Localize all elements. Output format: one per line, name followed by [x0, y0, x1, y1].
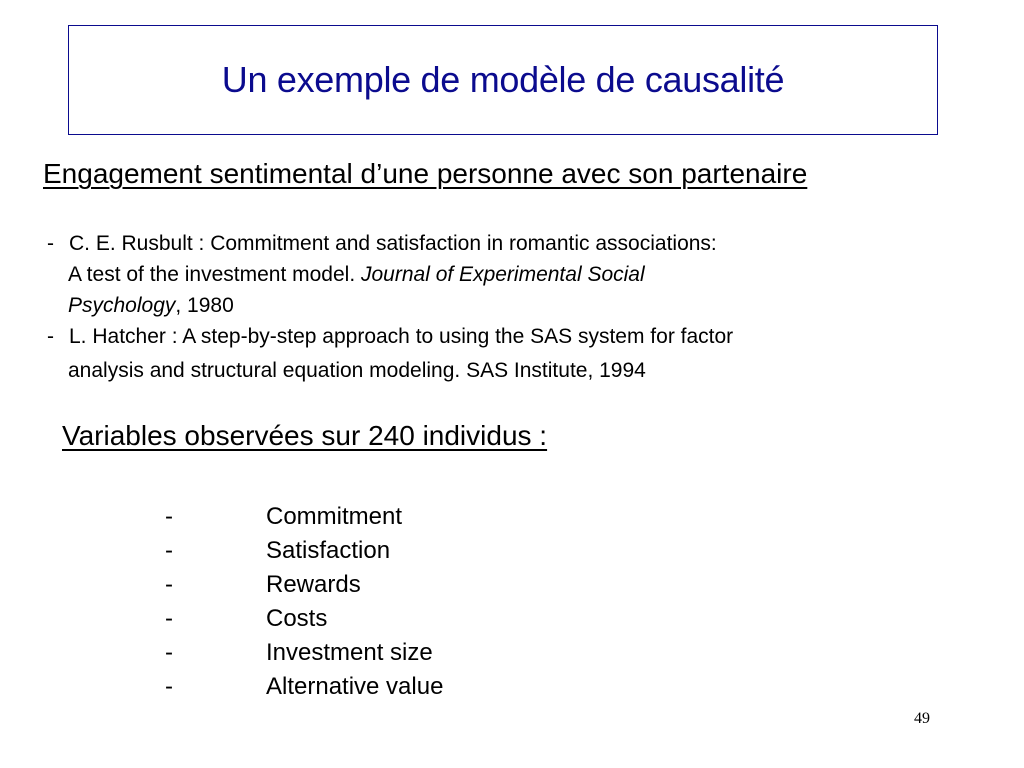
variable-label: Rewards — [266, 571, 361, 598]
reference-item — [47, 228, 733, 321]
variables-list — [165, 500, 443, 704]
variable-bullet: - — [165, 605, 173, 632]
reference-line — [68, 259, 733, 290]
variable-label: Commitment — [266, 503, 403, 530]
reference-item — [47, 321, 733, 386]
variable-bullet: - — [165, 503, 173, 530]
topic-heading: Engagement sentimental d’une personne avec son partenaire — [43, 158, 808, 189]
reference-bullet: - — [47, 232, 54, 255]
variables-heading: Variables observées sur 240 individus : — [62, 420, 548, 451]
reference-line — [68, 290, 733, 321]
reference-line: L. Hatcher : A step-by-step approach to using the SAS system for factor — [69, 325, 734, 348]
variable-item — [165, 670, 443, 704]
reference-line: analysis and structural equation modeling. SAS Institute, 1994 — [68, 359, 646, 382]
reference-text: A test of the investment model. — [68, 263, 361, 286]
page-number: 49 — [914, 710, 930, 727]
variable-label: Satisfaction — [266, 537, 391, 564]
title-box — [68, 25, 938, 135]
variable-bullet: - — [165, 673, 173, 700]
slide-title: Un exemple de modèle de causalité — [221, 59, 785, 100]
journal-name: Journal of Experimental Social — [361, 263, 645, 286]
journal-name-cont: Psychology — [68, 294, 176, 317]
variable-label: Alternative value — [266, 673, 444, 700]
variable-item — [165, 568, 443, 602]
reference-bullet: - — [47, 325, 54, 348]
variable-item — [165, 500, 443, 534]
variable-item — [165, 636, 443, 670]
variable-bullet: - — [165, 571, 173, 598]
reference-list — [47, 228, 733, 386]
variable-item — [165, 602, 443, 636]
reference-line: C. E. Rusbult : Commitment and satisfaction in romantic associations: — [69, 232, 717, 255]
variable-bullet: - — [165, 537, 173, 564]
variable-label: Costs — [266, 605, 328, 632]
variable-item — [165, 534, 443, 568]
variable-label: Investment size — [266, 639, 433, 666]
variable-bullet: - — [165, 639, 173, 666]
reference-year: , 1980 — [175, 294, 234, 317]
